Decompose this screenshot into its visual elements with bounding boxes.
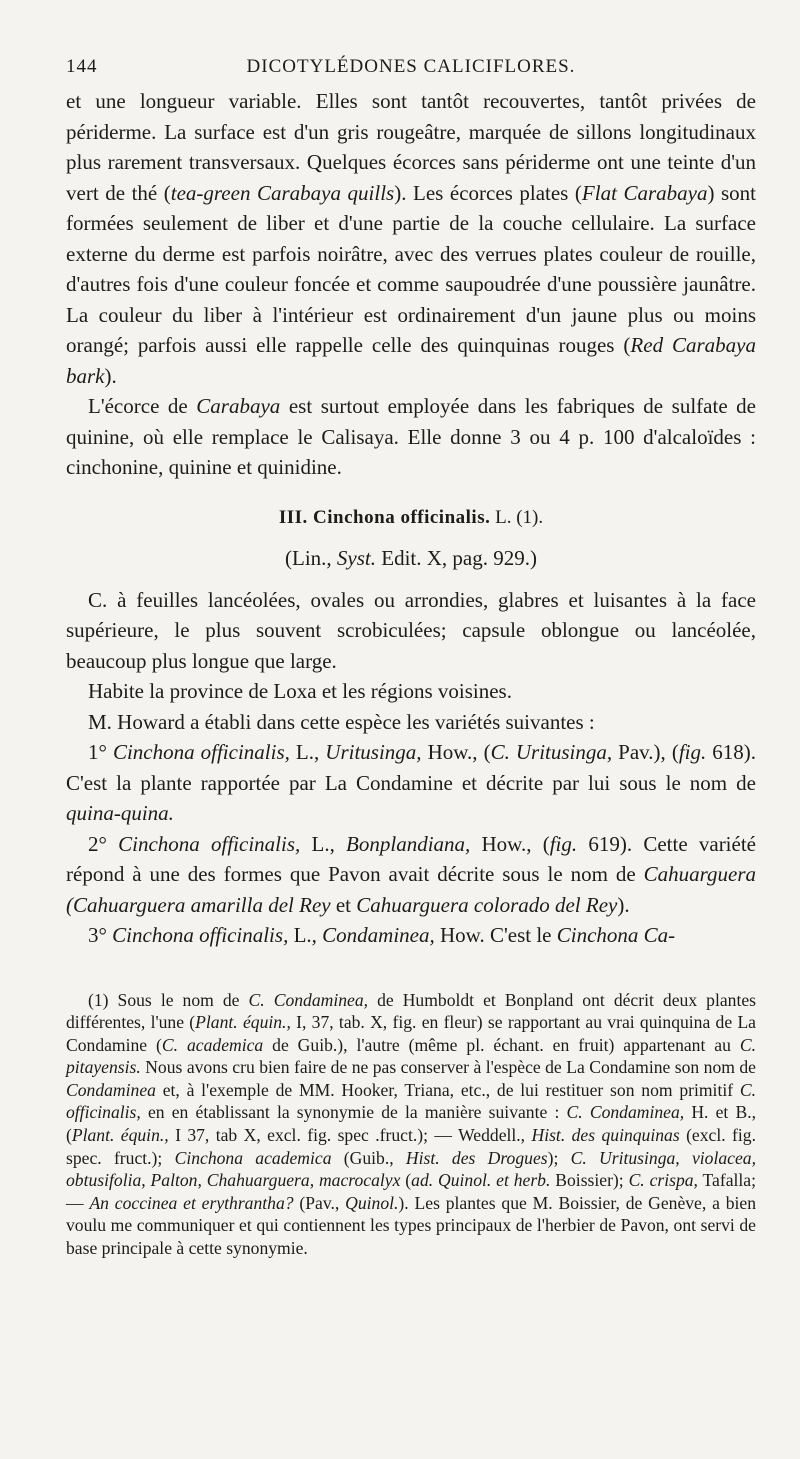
species-description: C. à feuilles lancéolées, ovales ou arrondies, glabres et luisantes à la face supérieure, le plus souvent scrobiculées; capsule oblongue ou lancéolée, beaucoup plus longue que large.: [66, 587, 756, 673]
species-reference: (Lin., Syst. Edit. X, pag. 929.): [285, 545, 537, 570]
main-text: [66, 86, 756, 951]
book-page: [66, 50, 756, 1260]
footnote: [66, 989, 756, 1260]
varieties-intro: M. Howard a établi dans cette espèce les variétés suivantes :: [88, 709, 595, 734]
running-title: DICOTYLÉDONES CALICIFLORES.: [246, 56, 576, 77]
footnote-text: (1) Sous le nom de C. Condaminea, de Humboldt et Bonpland ont décrit deux plantes différentes, l'une (Plant. équin., I, 37, tab. X, fig. en fleur) se rapportant au vrai quinquina de La Condamine (C. academica de Guib.), l'autre (même pl. échant. en fruit) appartenant au C. pitayensis. Nous avons cru bien faire de ne pas conserver à l'espèce de La Condamine son nom de Condaminea et, à l'exemple de MM. Hooker, Triana, etc., de lui restituer son nom primitif C. officinalis, en en établissant la synonymie de la manière suivante : C. Condaminea, H. et B., (Plant. équin., I 37, tab X, excl. fig. spec .fruct.); — Weddell., Hist. des quinquinas (excl. fig. spec. fruct.); Cinchona academica (Guib., Hist. des Drogues); C. Uritusinga, violacea, obtusifolia, Palton, Chahuarguera, macrocalyx (ad. Quinol. et herb. Boissier); C. crispa, Tafalla; — An coccinea et erythrantha? (Pav., Quinol.). Les plantes que M. Boissier, de Genève, a bien voulu me communiquer et qui contiennent les types principaux de l'herbier de Pavon, ont servi de base principale à cette synonymie.: [66, 989, 757, 1259]
paragraph-carabaya-bark: et une longueur variable. Elles sont tantôt recouvertes, tantôt privées de périderme. La surface est d'un gris rougeâtre, marquée de sillons longitudinaux plus rarement transversaux. Quelques écorces sans périderme ont une teinte d'un vert de thé (tea-green Carabaya quills). Les écorces plates (Flat Carabaya) sont formées seulement de liber et d'une partie de la couche cellulaire. La surface externe du derme est parfois noirâtre, avec des verrues plates couleur de rouille, d'autres fois d'une couleur foncée et comme saupoudrée d'une poussière jaunâtre. La couleur du liber à l'intérieur est ordinairement d'un jaune plus ou moins orangé; parfois aussi elle rappelle celle des quinquinas rouges (Red Carabaya bark).: [66, 89, 757, 388]
paragraph-carabaya-usage: L'écorce de Carabaya est surtout employée dans les fabriques de sulfate de quinine, où elle remplace le Calisaya. Elle donne 3 ou 4 p. 100 d'alcaloïdes : cinchonine, quinine et quinidine.: [66, 394, 756, 479]
variety-1: 1° Cinchona officinalis, L., Uritusinga, How., (C. Uritusinga, Pav.), (fig. 618). C'est la plante rapportée par La Condamine et décrite par lui sous le nom de quina-quina.: [66, 740, 757, 825]
page-number: 144: [66, 56, 98, 77]
species-heading: III. Cinchona officinalis. L. (1).: [278, 506, 544, 528]
variety-2: 2° Cinchona officinalis, L., Bonplandiana, How., (fig. 619). Cette variété répond à une des formes que Pavon avait décrite sous le nom de Cahuarguera (Cahuarguera amarilla del Rey et Cahuarguera colorado del Rey).: [66, 831, 756, 917]
species-habitat: Habite la province de Loxa et les régions voisines.: [88, 679, 512, 703]
variety-3: 3° Cinchona officinalis, L., Condaminea, How. C'est le Cinchona Ca-: [88, 923, 676, 947]
running-head: [66, 50, 756, 86]
